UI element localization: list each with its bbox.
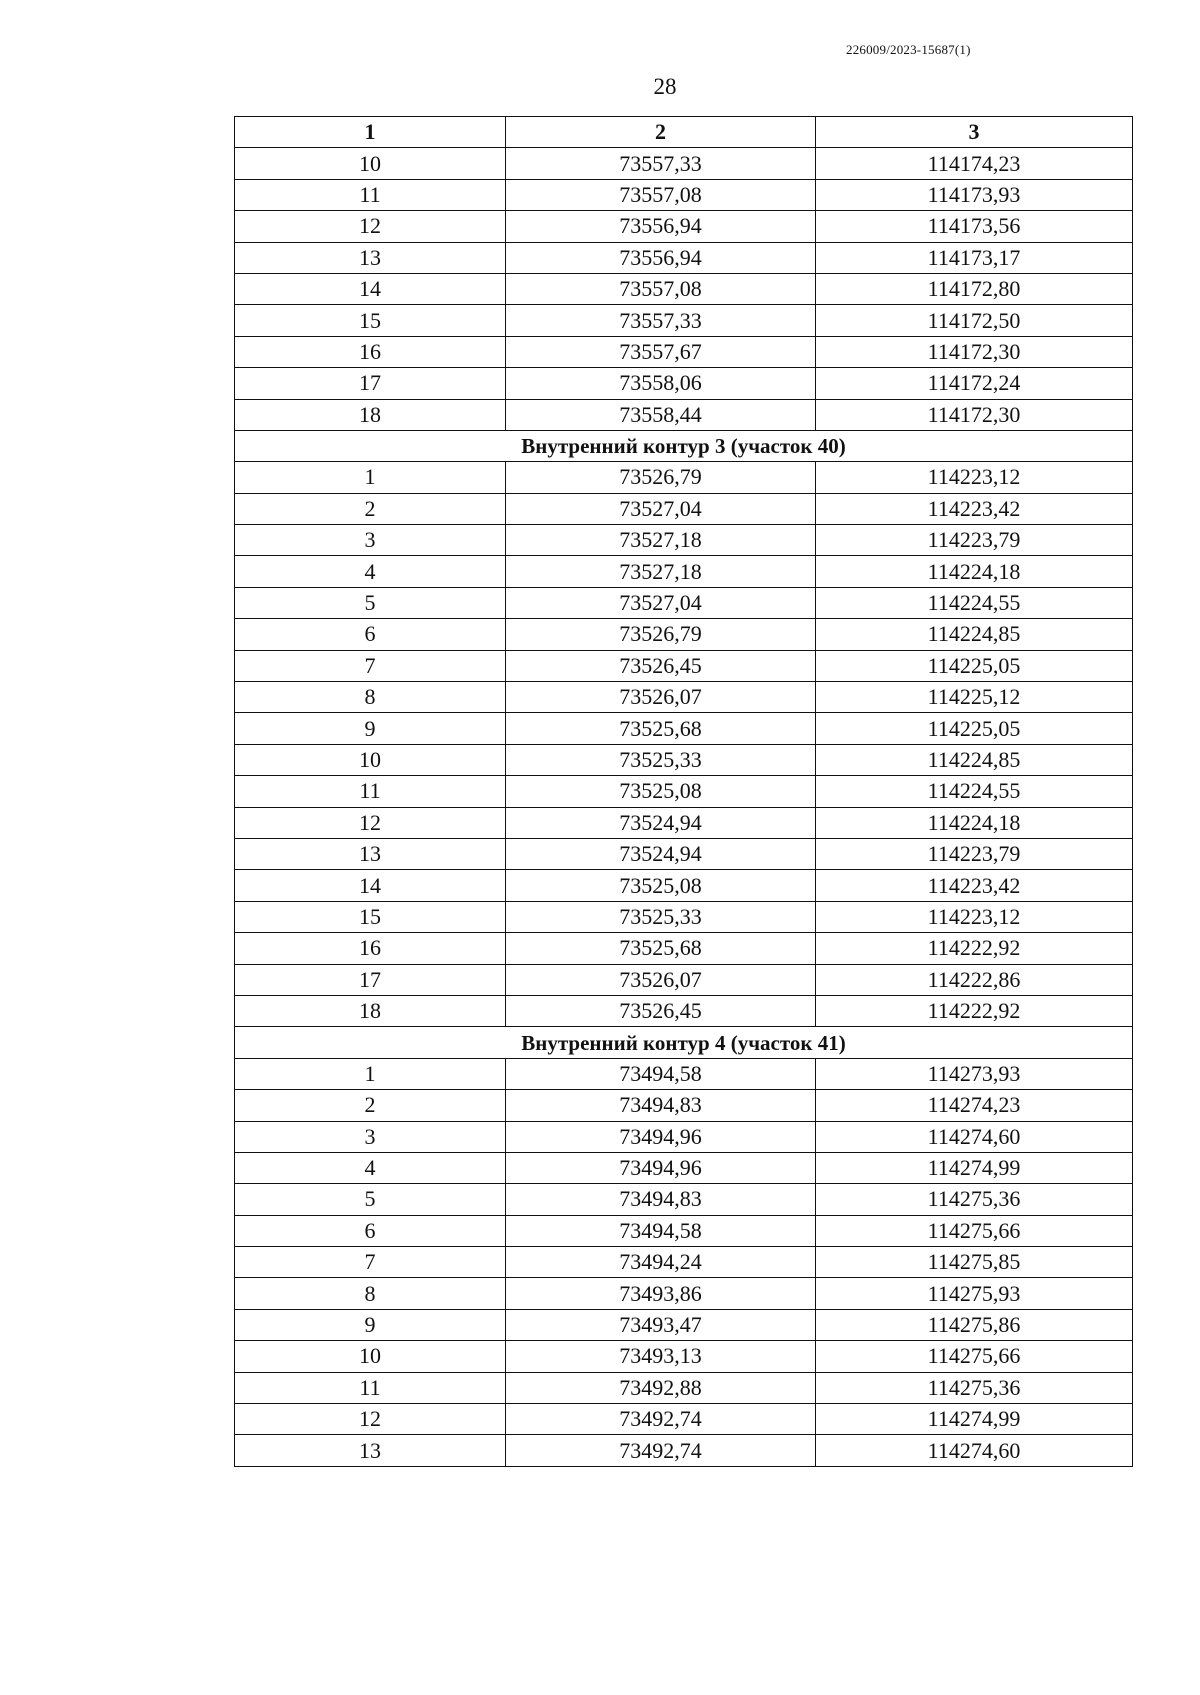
- cell-point-number: 12: [235, 807, 506, 838]
- cell-point-number: 5: [235, 587, 506, 618]
- table-row: [235, 211, 1133, 242]
- table-row: [235, 650, 1133, 681]
- cell-y-coordinate: 114225,05: [816, 713, 1133, 744]
- table-row: [235, 838, 1133, 869]
- table-row: [235, 1121, 1133, 1152]
- cell-point-number: 18: [235, 995, 506, 1026]
- table-row: [235, 1278, 1133, 1309]
- cell-point-number: 6: [235, 1215, 506, 1246]
- cell-x-coordinate: 73556,94: [506, 242, 816, 273]
- document-id: 226009/2023-15687(1): [846, 42, 971, 57]
- table-row: [235, 870, 1133, 901]
- cell-y-coordinate: 114274,60: [816, 1121, 1133, 1152]
- table-row: [235, 1309, 1133, 1340]
- cell-x-coordinate: 73524,94: [506, 838, 816, 869]
- table-row: [235, 964, 1133, 995]
- cell-y-coordinate: 114222,92: [816, 995, 1133, 1026]
- cell-point-number: 18: [235, 399, 506, 430]
- cell-x-coordinate: 73524,94: [506, 807, 816, 838]
- cell-x-coordinate: 73494,96: [506, 1121, 816, 1152]
- cell-x-coordinate: 73557,67: [506, 336, 816, 367]
- cell-y-coordinate: 114172,80: [816, 273, 1133, 304]
- cell-point-number: 8: [235, 682, 506, 713]
- cell-point-number: 2: [235, 493, 506, 524]
- cell-y-coordinate: 114225,12: [816, 682, 1133, 713]
- table-row: [235, 525, 1133, 556]
- cell-y-coordinate: 114275,85: [816, 1247, 1133, 1278]
- cell-x-coordinate: 73493,86: [506, 1278, 816, 1309]
- cell-y-coordinate: 114173,17: [816, 242, 1133, 273]
- table-row: [235, 1435, 1133, 1466]
- cell-y-coordinate: 114223,42: [816, 870, 1133, 901]
- cell-x-coordinate: 73494,24: [506, 1247, 816, 1278]
- section-header-row: [235, 1027, 1133, 1058]
- cell-x-coordinate: 73525,33: [506, 744, 816, 775]
- table-row: [235, 1090, 1133, 1121]
- cell-x-coordinate: 73557,08: [506, 273, 816, 304]
- cell-x-coordinate: 73526,07: [506, 682, 816, 713]
- table-row: [235, 682, 1133, 713]
- table-row: [235, 587, 1133, 618]
- cell-point-number: 11: [235, 1372, 506, 1403]
- cell-y-coordinate: 114224,55: [816, 776, 1133, 807]
- cell-point-number: 13: [235, 838, 506, 869]
- cell-point-number: 17: [235, 368, 506, 399]
- table-row: [235, 1372, 1133, 1403]
- cell-y-coordinate: 114223,12: [816, 901, 1133, 932]
- table-row: [235, 744, 1133, 775]
- cell-y-coordinate: 114224,55: [816, 587, 1133, 618]
- cell-y-coordinate: 114225,05: [816, 650, 1133, 681]
- table-row: [235, 1341, 1133, 1372]
- table-row: [235, 148, 1133, 179]
- cell-point-number: 16: [235, 933, 506, 964]
- cell-y-coordinate: 114275,66: [816, 1215, 1133, 1246]
- cell-y-coordinate: 114224,18: [816, 556, 1133, 587]
- cell-y-coordinate: 114275,93: [816, 1278, 1133, 1309]
- cell-y-coordinate: 114274,99: [816, 1404, 1133, 1435]
- cell-point-number: 10: [235, 148, 506, 179]
- table-row: [235, 462, 1133, 493]
- cell-point-number: 8: [235, 1278, 506, 1309]
- cell-y-coordinate: 114173,56: [816, 211, 1133, 242]
- table-row: [235, 493, 1133, 524]
- cell-x-coordinate: 73492,74: [506, 1404, 816, 1435]
- cell-x-coordinate: 73525,68: [506, 713, 816, 744]
- cell-x-coordinate: 73527,04: [506, 493, 816, 524]
- cell-x-coordinate: 73556,94: [506, 211, 816, 242]
- table-row: [235, 368, 1133, 399]
- cell-y-coordinate: 114274,60: [816, 1435, 1133, 1466]
- cell-x-coordinate: 73492,74: [506, 1435, 816, 1466]
- cell-x-coordinate: 73558,06: [506, 368, 816, 399]
- cell-point-number: 13: [235, 242, 506, 273]
- cell-y-coordinate: 114223,79: [816, 525, 1133, 556]
- coordinates-table: [234, 116, 1133, 1467]
- cell-point-number: 9: [235, 713, 506, 744]
- cell-point-number: 2: [235, 1090, 506, 1121]
- cell-x-coordinate: 73526,45: [506, 650, 816, 681]
- cell-point-number: 1: [235, 1058, 506, 1089]
- cell-point-number: 5: [235, 1184, 506, 1215]
- cell-x-coordinate: 73525,08: [506, 870, 816, 901]
- cell-point-number: 10: [235, 1341, 506, 1372]
- cell-x-coordinate: 73492,88: [506, 1372, 816, 1403]
- cell-x-coordinate: 73494,58: [506, 1215, 816, 1246]
- cell-point-number: 14: [235, 870, 506, 901]
- cell-point-number: 15: [235, 901, 506, 932]
- table-row: [235, 556, 1133, 587]
- cell-y-coordinate: 114273,93: [816, 1058, 1133, 1089]
- table-row: [235, 619, 1133, 650]
- cell-point-number: 9: [235, 1309, 506, 1340]
- table-row: [235, 807, 1133, 838]
- cell-point-number: 11: [235, 179, 506, 210]
- cell-x-coordinate: 73525,08: [506, 776, 816, 807]
- cell-x-coordinate: 73557,08: [506, 179, 816, 210]
- cell-point-number: 1: [235, 462, 506, 493]
- cell-x-coordinate: 73526,79: [506, 619, 816, 650]
- table-row: [235, 273, 1133, 304]
- cell-y-coordinate: 114224,18: [816, 807, 1133, 838]
- cell-point-number: 11: [235, 776, 506, 807]
- table-row: [235, 776, 1133, 807]
- cell-y-coordinate: 114224,85: [816, 744, 1133, 775]
- cell-x-coordinate: 73557,33: [506, 305, 816, 336]
- cell-x-coordinate: 73494,58: [506, 1058, 816, 1089]
- cell-x-coordinate: 73526,07: [506, 964, 816, 995]
- cell-point-number: 13: [235, 1435, 506, 1466]
- table-row: [235, 901, 1133, 932]
- cell-point-number: 3: [235, 525, 506, 556]
- cell-y-coordinate: 114172,50: [816, 305, 1133, 336]
- cell-x-coordinate: 73526,79: [506, 462, 816, 493]
- page-number: 28: [653, 74, 677, 99]
- column-header-x: 2: [506, 117, 816, 148]
- section-header-row: [235, 430, 1133, 461]
- cell-point-number: 10: [235, 744, 506, 775]
- cell-point-number: 15: [235, 305, 506, 336]
- cell-point-number: 4: [235, 1152, 506, 1183]
- cell-y-coordinate: 114222,92: [816, 933, 1133, 964]
- cell-point-number: 16: [235, 336, 506, 367]
- cell-point-number: 12: [235, 1404, 506, 1435]
- table-row: [235, 336, 1133, 367]
- cell-y-coordinate: 114174,23: [816, 148, 1133, 179]
- cell-x-coordinate: 73527,04: [506, 587, 816, 618]
- cell-point-number: 12: [235, 211, 506, 242]
- cell-x-coordinate: 73525,33: [506, 901, 816, 932]
- cell-y-coordinate: 114275,36: [816, 1184, 1133, 1215]
- cell-x-coordinate: 73493,47: [506, 1309, 816, 1340]
- cell-point-number: 17: [235, 964, 506, 995]
- cell-x-coordinate: 73527,18: [506, 525, 816, 556]
- table-row: [235, 1152, 1133, 1183]
- cell-y-coordinate: 114223,12: [816, 462, 1133, 493]
- cell-x-coordinate: 73494,83: [506, 1184, 816, 1215]
- cell-x-coordinate: 73526,45: [506, 995, 816, 1026]
- cell-y-coordinate: 114223,42: [816, 493, 1133, 524]
- cell-y-coordinate: 114222,86: [816, 964, 1133, 995]
- cell-y-coordinate: 114172,24: [816, 368, 1133, 399]
- table-row: [235, 1058, 1133, 1089]
- cell-x-coordinate: 73558,44: [506, 399, 816, 430]
- cell-y-coordinate: 114275,66: [816, 1341, 1133, 1372]
- cell-y-coordinate: 114274,23: [816, 1090, 1133, 1121]
- table-body: [235, 148, 1133, 1466]
- table-row: [235, 933, 1133, 964]
- cell-y-coordinate: 114223,79: [816, 838, 1133, 869]
- table-row: [235, 305, 1133, 336]
- cell-y-coordinate: 114275,36: [816, 1372, 1133, 1403]
- cell-y-coordinate: 114173,93: [816, 179, 1133, 210]
- column-header-y: 3: [816, 117, 1133, 148]
- cell-y-coordinate: 114274,99: [816, 1152, 1133, 1183]
- cell-x-coordinate: 73557,33: [506, 148, 816, 179]
- cell-x-coordinate: 73525,68: [506, 933, 816, 964]
- cell-point-number: 7: [235, 650, 506, 681]
- table-row: [235, 713, 1133, 744]
- table-row: [235, 995, 1133, 1026]
- cell-x-coordinate: 73527,18: [506, 556, 816, 587]
- table-row: [235, 1247, 1133, 1278]
- cell-point-number: 3: [235, 1121, 506, 1152]
- cell-y-coordinate: 114172,30: [816, 336, 1133, 367]
- cell-y-coordinate: 114275,86: [816, 1309, 1133, 1340]
- cell-x-coordinate: 73493,13: [506, 1341, 816, 1372]
- cell-y-coordinate: 114172,30: [816, 399, 1133, 430]
- table-row: [235, 179, 1133, 210]
- cell-x-coordinate: 73494,83: [506, 1090, 816, 1121]
- table-header-row: [235, 117, 1133, 148]
- cell-point-number: 7: [235, 1247, 506, 1278]
- cell-point-number: 4: [235, 556, 506, 587]
- cell-point-number: 14: [235, 273, 506, 304]
- table-row: [235, 1404, 1133, 1435]
- section-title: Внутренний контур 4 (участок 41): [235, 1027, 1133, 1058]
- table-row: [235, 1215, 1133, 1246]
- cell-y-coordinate: 114224,85: [816, 619, 1133, 650]
- cell-point-number: 6: [235, 619, 506, 650]
- cell-x-coordinate: 73494,96: [506, 1152, 816, 1183]
- section-title: Внутренний контур 3 (участок 40): [235, 430, 1133, 461]
- table-row: [235, 399, 1133, 430]
- table-row: [235, 1184, 1133, 1215]
- table-row: [235, 242, 1133, 273]
- column-header-point: 1: [235, 117, 506, 148]
